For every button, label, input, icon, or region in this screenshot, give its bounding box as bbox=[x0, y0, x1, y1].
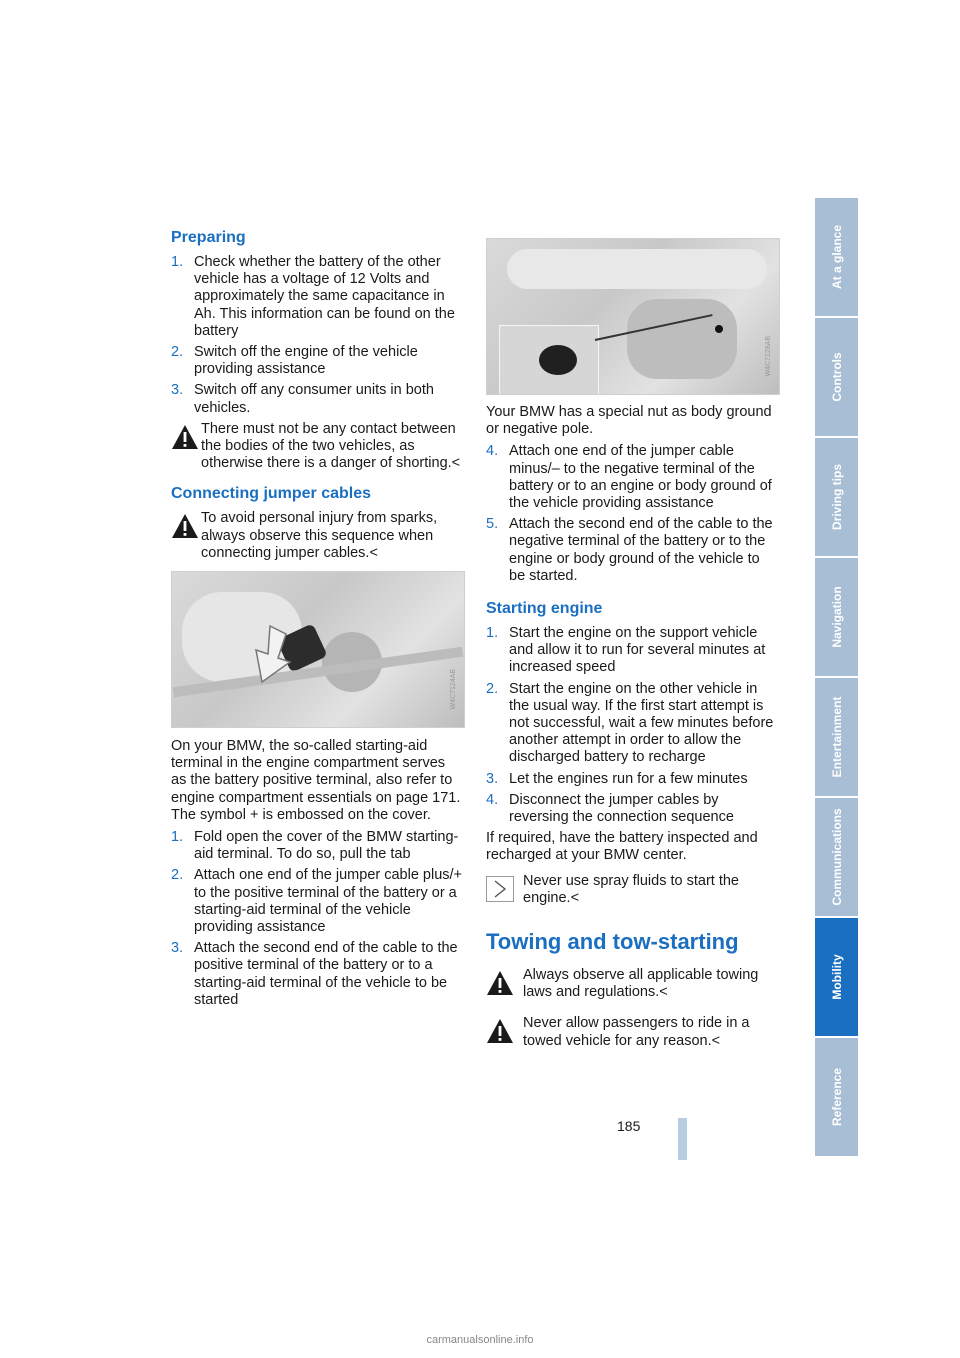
tab-entertainment[interactable]: Entertainment bbox=[815, 678, 858, 798]
list-item: 3. Switch off any consumer units in both vehicles. bbox=[171, 382, 434, 416]
footer-watermark: carmanualsonline.info bbox=[426, 1334, 534, 1346]
tab-at-a-glance[interactable]: At a glance bbox=[815, 198, 858, 318]
inspect-paragraph: If required, have the battery inspected and recharged at your BMW center. bbox=[486, 830, 758, 864]
heading-preparing: Preparing bbox=[171, 229, 246, 246]
ground-list bbox=[486, 443, 778, 585]
note-spray-fluids: Never use spray fluids to start the engine.< bbox=[486, 873, 778, 907]
left-column bbox=[171, 228, 463, 1013]
list-item: 4. Attach one end of the jumper cable minus/– to the negative terminal of the battery or to an engine or body ground of the vehicle providing assistance bbox=[486, 443, 772, 512]
tab-reference[interactable]: Reference bbox=[815, 1038, 858, 1158]
warning-passengers: Never allow passengers to ride in a towed vehicle for any reason.< bbox=[486, 1015, 778, 1049]
warning-triangle-icon bbox=[171, 513, 199, 539]
list-item: 2. Attach one end of the jumper cable plus/+ to the positive terminal of the battery or a starting-aid terminal of the vehicle providing assistance bbox=[171, 867, 463, 936]
preparing-list bbox=[171, 254, 463, 417]
heading-connecting: Connecting jumper cables bbox=[171, 485, 372, 503]
tab-controls[interactable]: Controls bbox=[815, 318, 858, 438]
list-item: 3. Attach the second end of the cable to the positive terminal of the battery or to a starting-aid terminal of the vehicle to be started bbox=[171, 940, 458, 1008]
list-item: 2. Start the engine on the other vehicle in the usual way. If the first start attempt is not successful, wait a few minutes before another attempt in order to allow the discharged battery to recharge bbox=[486, 680, 774, 766]
ground-paragraph: Your BMW has a special nut as body ground or negative pole. bbox=[486, 404, 772, 438]
warning-shorting: There must not be any contact between the bodies of the two vehicles, as otherwise there is a danger of shorting.< bbox=[171, 421, 463, 473]
warning-towing-laws: Always observe all applicable towing laws and regulations.< bbox=[486, 967, 778, 1001]
list-item: 3. Let the engines run for a few minutes bbox=[486, 770, 748, 787]
starting-aid-paragraph: On your BMW, the so-called starting-aid terminal in the engine compartment serves as the battery positive terminal, also refer to engine compartment essentials on page 171. The symbol + is embossed on the cover. bbox=[171, 738, 461, 823]
tab-navigation[interactable]: Navigation bbox=[815, 558, 858, 678]
tab-communications[interactable]: Communications bbox=[815, 798, 858, 918]
list-item: 1. Check whether the battery of the other vehicle has a voltage of 12 Volts and approximately the same capacitance in Ah. This information can be found on the battery bbox=[171, 254, 455, 339]
note-arrow-icon bbox=[486, 876, 514, 902]
heading-towing: Towing and tow-starting bbox=[486, 929, 739, 955]
warning-sparks: To avoid personal injury from sparks, always observe this sequence when connecting jumper cables.< bbox=[171, 510, 463, 562]
list-item: 1. Start the engine on the support vehicle and allow it to run for several minutes at increased speed bbox=[486, 625, 766, 676]
arrow-icon bbox=[250, 624, 302, 684]
list-item: 4. Disconnect the jumper cables by reversing the connection sequence bbox=[486, 791, 734, 826]
heading-starting-engine: Starting engine bbox=[486, 600, 603, 618]
warning-triangle-icon bbox=[486, 1018, 514, 1044]
page-number: 185 bbox=[617, 1118, 641, 1134]
list-item: 1. Fold open the cover of the BMW starting-aid terminal. To do so, pull the tab bbox=[171, 829, 459, 863]
chapter-tabs bbox=[815, 198, 858, 1160]
list-item: 2. Switch off the engine of the vehicle providing assistance bbox=[171, 344, 418, 378]
warning-triangle-icon bbox=[486, 970, 514, 996]
engine-compartment-photo-ground-nut: W4C7128AB bbox=[486, 238, 780, 395]
engine-compartment-photo-starting-aid: W4C7124AB bbox=[171, 571, 465, 728]
right-column bbox=[486, 228, 778, 1064]
page-number-bar bbox=[678, 1118, 687, 1160]
warning-triangle-icon bbox=[171, 424, 199, 450]
connecting-list bbox=[171, 829, 463, 1009]
starting-list bbox=[486, 625, 778, 826]
list-item: 5. Attach the second end of the cable to the negative terminal of the battery or to the engine or body ground of the vehicle to be started. bbox=[486, 516, 773, 584]
tab-mobility[interactable]: Mobility bbox=[815, 918, 858, 1038]
tab-driving-tips[interactable]: Driving tips bbox=[815, 438, 858, 558]
